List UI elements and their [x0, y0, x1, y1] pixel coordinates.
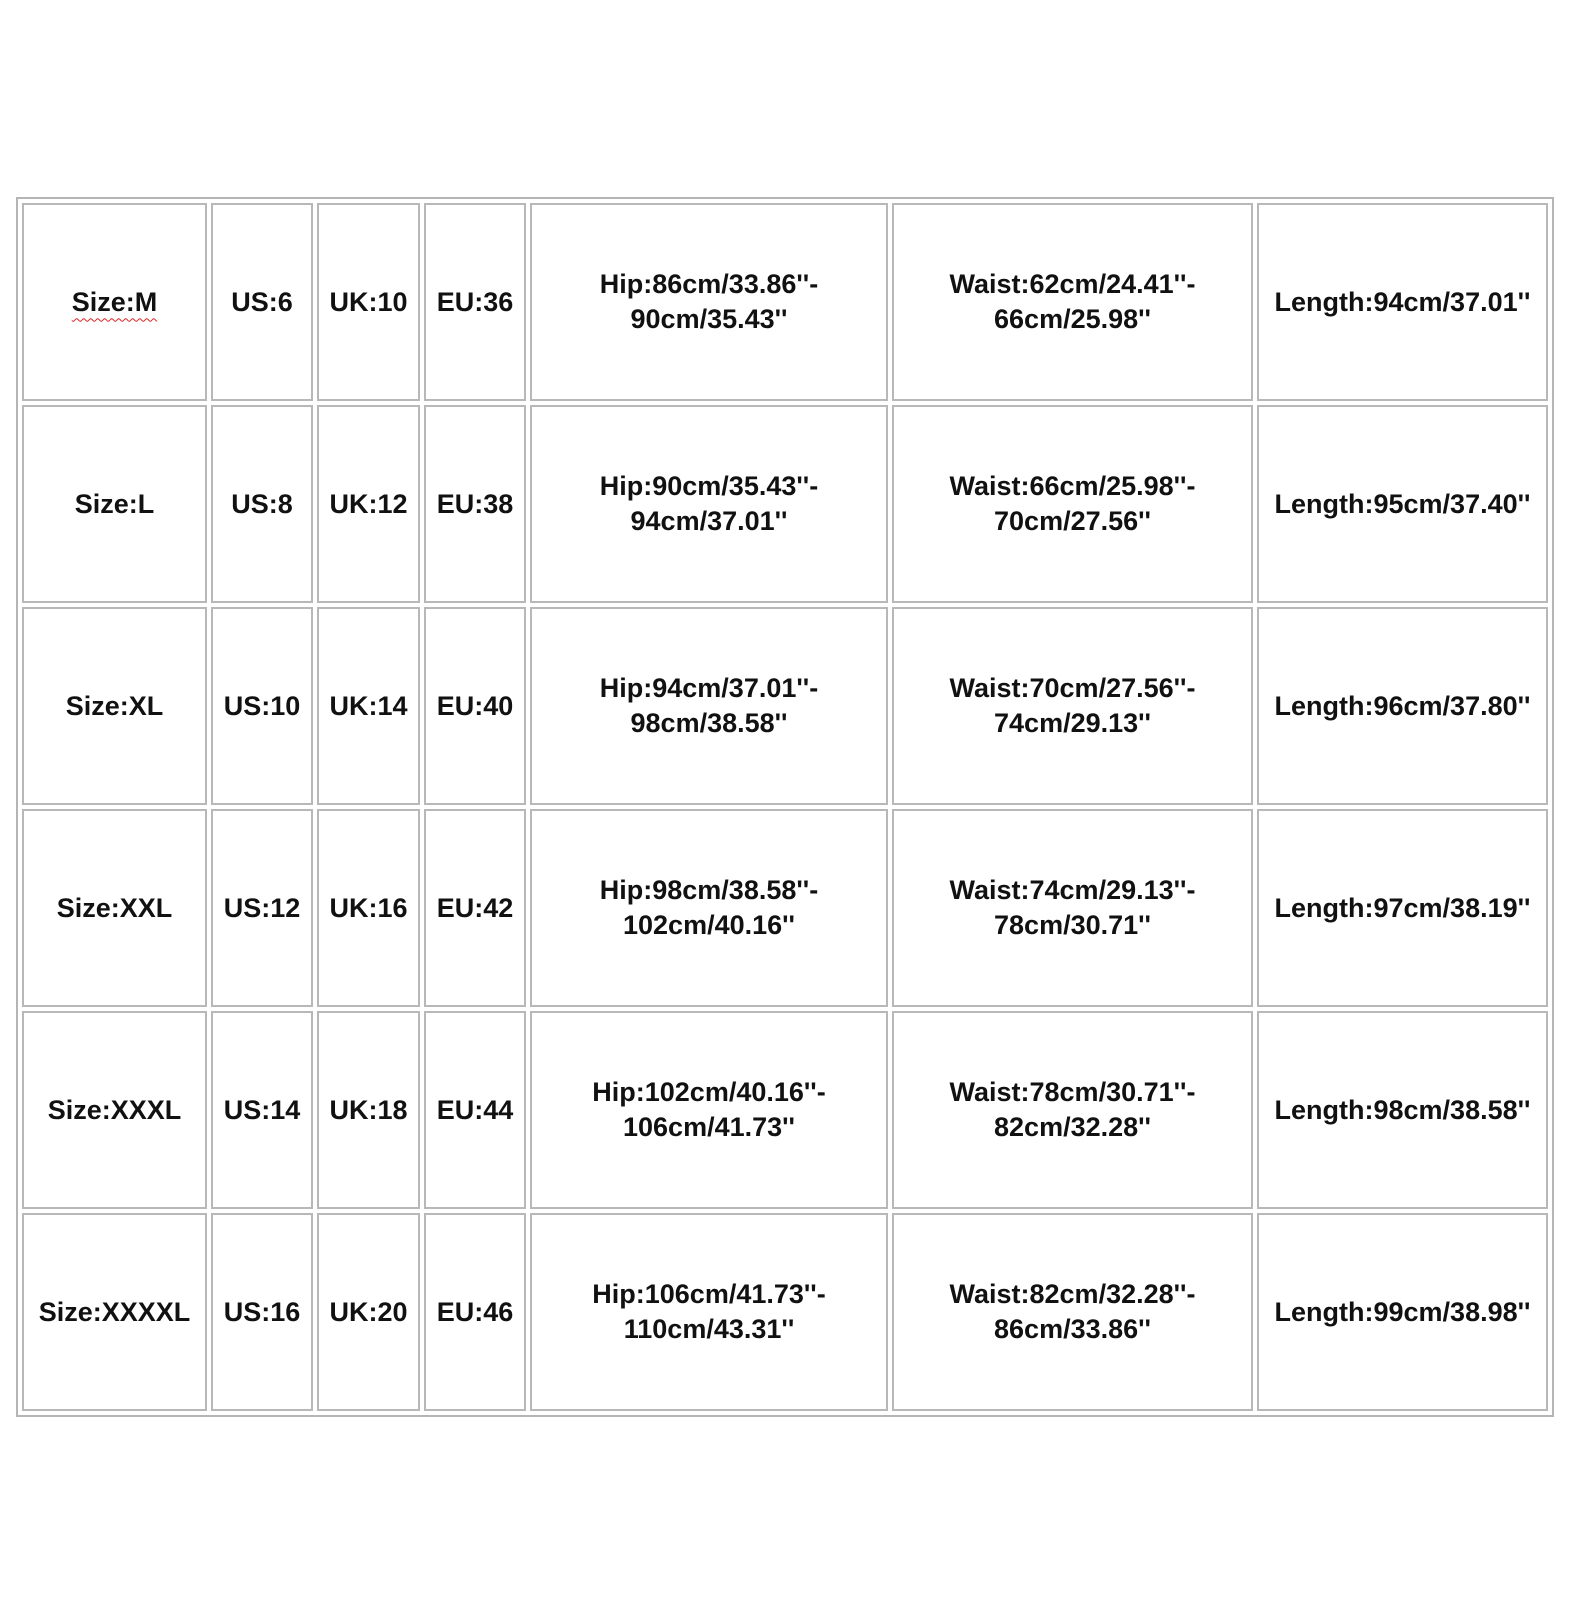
eu-size-cell: EU:36: [424, 203, 526, 401]
size-cell: [22, 1213, 207, 1411]
eu-size-cell: EU:38: [424, 405, 526, 603]
uk-size-cell: UK:16: [317, 809, 420, 1007]
hip-cell: [530, 1011, 888, 1209]
table-row: [22, 809, 1548, 1007]
eu-size-cell: EU:40: [424, 607, 526, 805]
us-size-cell: US:10: [211, 607, 313, 805]
waist-range-start: Waist:74cm/29.13''-: [949, 875, 1196, 905]
hip-range-start: Hip:86cm/33.86''-: [599, 269, 819, 299]
hip-range-start: Hip:98cm/38.58''-: [599, 875, 819, 905]
length-cell: Length:96cm/37.80'': [1257, 607, 1548, 805]
uk-size-cell: UK:20: [317, 1213, 420, 1411]
size-label: Size:M: [71, 286, 158, 317]
waist-range-start: Waist:70cm/27.56''-: [949, 673, 1196, 703]
waist-range-end: 78cm/30.71'': [994, 910, 1151, 940]
waist-range-start: Waist:82cm/32.28''-: [949, 1279, 1196, 1309]
hip-cell: [530, 607, 888, 805]
uk-size-cell: UK:10: [317, 203, 420, 401]
table-row: [22, 405, 1548, 603]
uk-size-cell: UK:18: [317, 1011, 420, 1209]
us-size-cell: US:6: [211, 203, 313, 401]
hip-range-end: 106cm/41.73'': [623, 1112, 795, 1142]
waist-range-end: 70cm/27.56'': [994, 506, 1151, 536]
hip-cell: [530, 1213, 888, 1411]
length-cell: Length:99cm/38.98'': [1257, 1213, 1548, 1411]
size-cell: [22, 405, 207, 603]
table-row: [22, 607, 1548, 805]
hip-range-end: 102cm/40.16'': [623, 910, 795, 940]
us-size-cell: US:12: [211, 809, 313, 1007]
hip-range-end: 98cm/38.58'': [630, 708, 788, 738]
hip-range-start: Hip:94cm/37.01''-: [599, 673, 819, 703]
eu-size-cell: EU:42: [424, 809, 526, 1007]
hip-cell: [530, 203, 888, 401]
waist-cell: [892, 203, 1253, 401]
waist-cell: [892, 607, 1253, 805]
size-label: Size:XL: [65, 690, 164, 721]
hip-range-end: 110cm/43.31'': [623, 1314, 795, 1344]
waist-range-end: 86cm/33.86'': [994, 1314, 1151, 1344]
waist-cell: [892, 809, 1253, 1007]
us-size-cell: US:14: [211, 1011, 313, 1209]
size-label: Size:XXXXL: [38, 1296, 191, 1327]
waist-range-start: Waist:66cm/25.98''-: [949, 471, 1196, 501]
length-cell: Length:94cm/37.01'': [1257, 203, 1548, 401]
size-label: Size:XXL: [56, 892, 173, 923]
table-row: [22, 203, 1548, 401]
waist-range-end: 74cm/29.13'': [994, 708, 1151, 738]
length-cell: Length:97cm/38.19'': [1257, 809, 1548, 1007]
hip-range-start: Hip:102cm/40.16''-: [592, 1077, 826, 1107]
length-cell: Length:95cm/37.40'': [1257, 405, 1548, 603]
size-chart-body: [22, 203, 1548, 1411]
size-label: Size:XXXL: [47, 1094, 182, 1125]
hip-range-start: Hip:106cm/41.73''-: [592, 1279, 826, 1309]
size-cell: [22, 809, 207, 1007]
us-size-cell: US:8: [211, 405, 313, 603]
waist-range-start: Waist:62cm/24.41''-: [949, 269, 1196, 299]
uk-size-cell: UK:12: [317, 405, 420, 603]
size-cell: [22, 1011, 207, 1209]
waist-cell: [892, 405, 1253, 603]
waist-cell: [892, 1213, 1253, 1411]
size-cell: [22, 203, 207, 401]
uk-size-cell: UK:14: [317, 607, 420, 805]
waist-range-end: 66cm/25.98'': [994, 304, 1151, 334]
hip-cell: [530, 809, 888, 1007]
size-label: Size:L: [74, 488, 155, 519]
length-cell: Length:98cm/38.58'': [1257, 1011, 1548, 1209]
table-row: [22, 1011, 1548, 1209]
size-chart-table: [16, 197, 1554, 1417]
eu-size-cell: EU:46: [424, 1213, 526, 1411]
us-size-cell: US:16: [211, 1213, 313, 1411]
eu-size-cell: EU:44: [424, 1011, 526, 1209]
waist-cell: [892, 1011, 1253, 1209]
waist-range-start: Waist:78cm/30.71''-: [949, 1077, 1196, 1107]
hip-range-end: 94cm/37.01'': [630, 506, 788, 536]
hip-range-start: Hip:90cm/35.43''-: [599, 471, 819, 501]
table-row: [22, 1213, 1548, 1411]
hip-cell: [530, 405, 888, 603]
size-cell: [22, 607, 207, 805]
waist-range-end: 82cm/32.28'': [994, 1112, 1151, 1142]
hip-range-end: 90cm/35.43'': [630, 304, 788, 334]
